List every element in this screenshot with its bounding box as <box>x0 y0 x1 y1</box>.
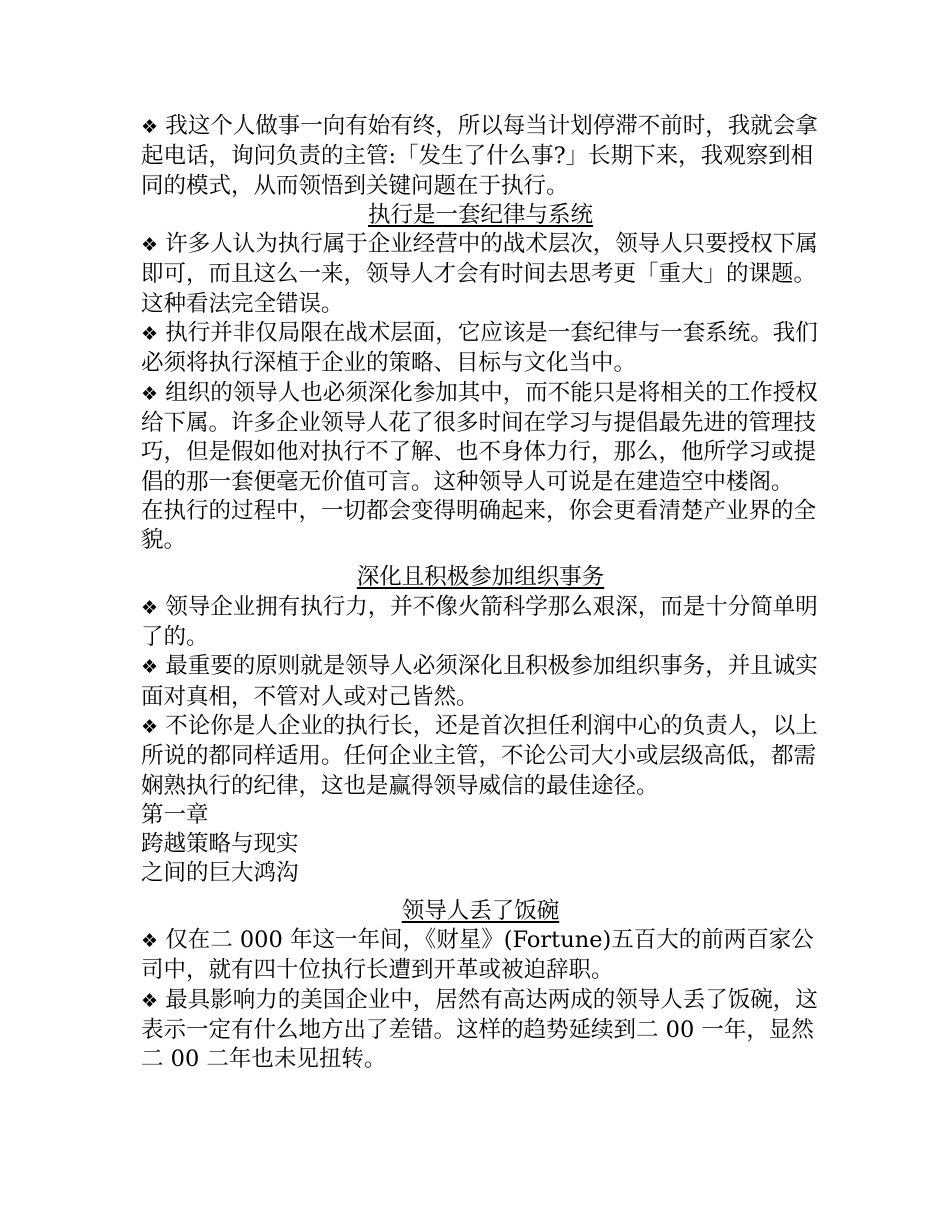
bullet-text: 我这个人做事一向有始有终，所以每当计划停滞不前时，我就会拿起电话，询问负责的主管:「发生了什么事?」长期下来，我观察到相同的模式，从而领悟到关键问题在于执行。 <box>141 113 818 199</box>
text-paragraph: 跨越策略与现实 <box>141 831 299 858</box>
bullet-text: 执行并非仅局限在战术层面，它应该是一套纪律与一套系统。我们必须将执行深植于企业的策略、目标与文化当中。 <box>141 320 818 377</box>
text-paragraph: 之间的巨大鸿沟 <box>141 860 299 887</box>
text-paragraph: 第一章 <box>141 801 209 828</box>
bullet-paragraph <box>141 593 820 653</box>
bullet-paragraph <box>141 712 820 801</box>
diamond-bullet-icon: ❖ <box>141 116 159 138</box>
bullet-text: 许多人认为执行属于企业经营中的战术层次，领导人只要授权下属即可，而且这么一来，领导人才会有时间去思考更「重大」的课题。这种看法完全错误。 <box>141 231 818 317</box>
diamond-bullet-icon: ❖ <box>141 656 159 679</box>
diamond-bullet-icon: ❖ <box>141 989 159 1012</box>
bullet-text: 最具影响力的美国企业中，居然有高达两成的领导人丢了饭碗，这表示一定有什么地方出了差错。这样的趋势延续到二 00 一年，显然二 00 二年也未见扭转。 <box>141 986 818 1073</box>
diamond-bullet-icon: ❖ <box>141 930 159 953</box>
section-heading: 执行是一套纪律与系统 <box>367 201 593 228</box>
bullet-paragraph <box>141 986 820 1075</box>
section-heading: 领导人丢了饭碗 <box>401 897 560 924</box>
text-paragraph: 在执行的过程中，一切都会变得明确起来，你会更看清楚产业界的全貌。 <box>141 497 817 554</box>
bullet-text: 不论你是人企业的执行长，还是首次担任利润中心的负责人，以上所说的都同样适用。任何企业主管，不论公司大小或层级高低，都需娴熟执行的纪律，这也是赢得领导威信的最佳途径。 <box>141 712 818 799</box>
bullet-paragraph <box>141 112 820 201</box>
bullet-paragraph <box>141 652 820 712</box>
document-body <box>141 112 820 1075</box>
bullet-paragraph <box>141 926 820 986</box>
diamond-bullet-icon: ❖ <box>141 323 159 346</box>
bullet-paragraph <box>141 319 820 379</box>
bullet-text: 领导企业拥有执行力，并不像火箭科学那么艰深，而是十分简单明了的。 <box>141 593 818 651</box>
diamond-bullet-icon: ❖ <box>141 382 159 405</box>
bullet-text: 组织的领导人也必须深化参加其中，而不能只是将相关的工作授权给下属。许多企业领导人花了很多时间在学习与提倡最先进的管理技巧，但是假如他对执行不了解、也不身体力行，那么，他所学习或提倡的那一套便毫无价值可言。这种领导人可说是在建造空中楼阁。 <box>141 379 818 495</box>
bullet-text: 最重要的原则就是领导人必须深化且积极参加组织事务，并且诚实面对真相，不管对人或对己皆然。 <box>141 653 818 710</box>
bullet-text: 仅在二 000 年这一年间，《财星》(Fortune)五百大的前两百家公司中，就有四十位执行长遭到开革或被迫辞职。 <box>141 927 814 984</box>
bullet-paragraph <box>141 230 820 319</box>
diamond-bullet-icon: ❖ <box>141 234 159 257</box>
section-heading: 深化且积极参加组织事务 <box>356 564 605 591</box>
diamond-bullet-icon: ❖ <box>141 596 159 619</box>
bullet-paragraph <box>141 379 820 497</box>
diamond-bullet-icon: ❖ <box>141 715 159 738</box>
